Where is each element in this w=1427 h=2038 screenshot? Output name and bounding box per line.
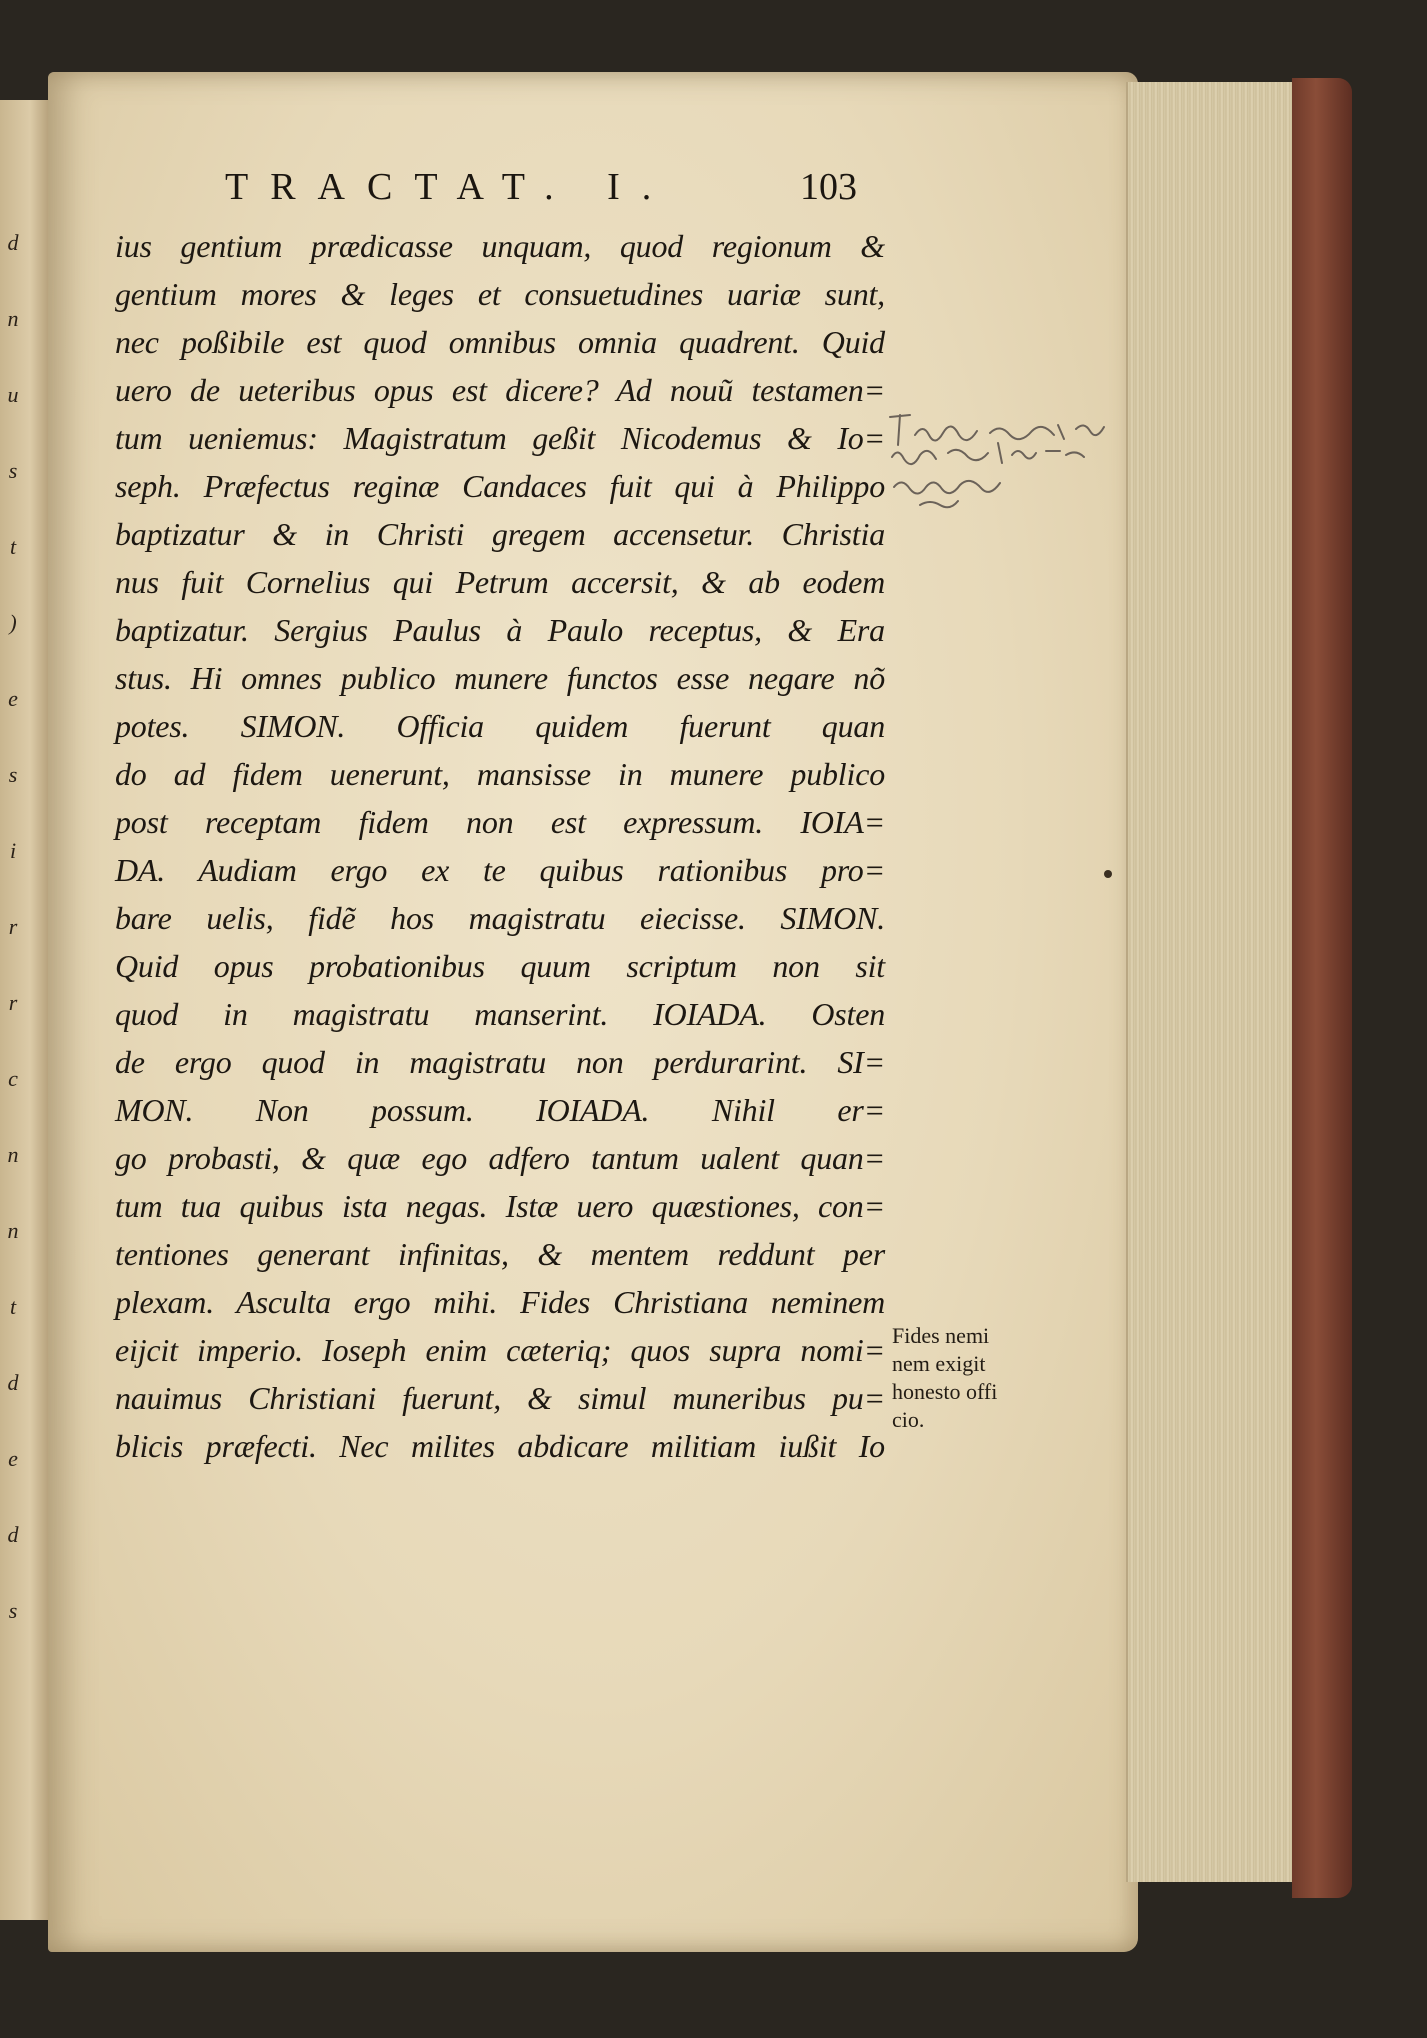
text-line: quod in magistratu manserint. IOIADA. Osten [115,996,885,1032]
text-line: gentium mores & leges et consuetudines uariæ sunt, [115,276,885,312]
left-page-glyph: ) [9,610,17,635]
left-page-glyph: d [7,230,19,255]
text-line: ius gentium prædicasse unquam, quod regionum & [115,228,885,264]
left-page-glyph: e [8,1446,18,1471]
margin-note-line: Fides nemi [892,1323,990,1348]
handwritten-annotation [880,405,1110,515]
text-line: tum tua quibus ista negas. Istæ uero quæstiones, con= [115,1188,885,1224]
page-header [210,165,870,208]
text-line: nec poßibile est quod omnibus omnia quadrent. Quid [115,324,885,360]
ink-speck [1104,870,1112,878]
left-page-glyph: c [8,1066,18,1091]
left-page-glyph: r [8,990,18,1015]
running-head: TRACTAT. I. [225,166,674,208]
text-line: Quid opus probationibus quum scriptum non sit [115,948,885,984]
leather-cover [1292,78,1352,1898]
text-line: baptizatur. Sergius Paulus à Paulo receptus, & Era [115,612,885,648]
text-line: tum ueniemus: Magistratum geßit Nicodemus & Io= [115,420,885,456]
left-page-glyph: n [7,306,19,331]
text-line: potes. SIMON. Officia quidem fuerunt quan [115,708,885,744]
text-line: nus fuit Cornelius qui Petrum accersit, & ab eodem [115,564,885,600]
left-page-glyph: n [7,1218,19,1243]
left-page-glyph: s [8,762,18,787]
text-line: uero de ueteribus opus est dicere? Ad nouũ testamen= [115,372,885,408]
printed-margin-note [892,1322,1042,1434]
text-line: bare uelis, fidẽ hos magistratu eiecisse. SIMON. [115,900,885,936]
text-line: post receptam fidem non est expressum. IOIA= [115,804,885,840]
left-page-glyph: r [8,914,18,939]
left-page-edge [0,100,50,1920]
left-page-glyph: u [7,382,19,407]
text-line: plexam. Asculta ergo mihi. Fides Christiana neminem [115,1284,885,1320]
left-page-glyph: s [8,458,18,483]
left-page-glyph: e [8,686,18,711]
page-fore-edge [1126,82,1298,1882]
text-line: go probasti, & quæ ego adfero tantum ualent quan= [115,1140,885,1176]
text-line: blicis præfecti. Nec milites abdicare militiam iußit Io [115,1428,885,1464]
text-line: stus. Hi omnes publico munere functos esse negare nõ [115,660,885,696]
margin-note-line: honesto offi [892,1379,998,1404]
text-line: eijcit imperio. Ioseph enim cæteriq; quos supra nomi= [115,1332,885,1368]
text-line: seph. Præfectus reginæ Candaces fuit qui à Philippo [115,468,885,504]
left-page-glyph: d [7,1370,19,1395]
left-page-glyph: t [9,1294,17,1319]
text-line: do ad fidem uenerunt, mansisse in munere publico [115,756,885,792]
left-page-glyph: d [7,1522,19,1547]
text-line: nauimus Christiani fuerunt, & simul muneribus pu= [115,1380,885,1416]
text-line: de ergo quod in magistratu non perdurarint. SI= [115,1044,885,1080]
left-page-glyph: s [8,1598,18,1623]
text-line: DA. Audiam ergo ex te quibus rationibus pro= [115,852,885,888]
body-text [115,222,885,1470]
left-page-glyph: i [9,838,17,863]
margin-note-line: cio. [892,1407,925,1432]
text-line: tentiones generant infinitas, & mentem reddunt per [115,1236,885,1272]
margin-note-line: nem exigit [892,1351,986,1376]
left-page-glyph: n [7,1142,19,1167]
text-line: MON. Non possum. IOIADA. Nihil er= [115,1092,885,1128]
left-page-glyph: t [9,534,17,559]
text-line: baptizatur & in Christi gregem accensetur. Christia [115,516,885,552]
folio-number: 103 [800,166,857,208]
